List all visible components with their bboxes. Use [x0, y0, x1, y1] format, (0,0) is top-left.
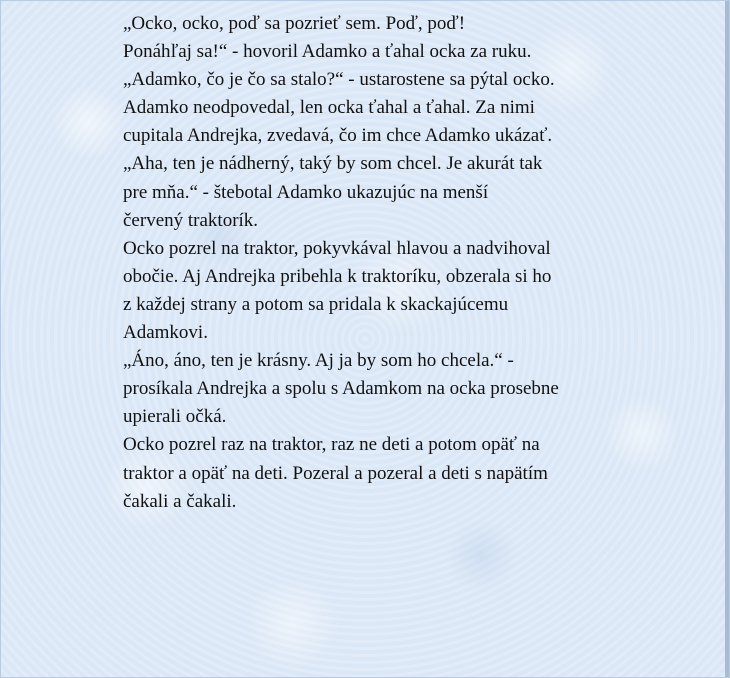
- story-line: Ponáhľaj sa!“ - hovoril Adamko a ťahal ocka za ruku.: [123, 41, 532, 63]
- story-line: „Ocko, ocko, poď sa pozrieť sem. Poď, poď!: [123, 13, 466, 34]
- story-line: červený traktorík.: [123, 209, 259, 231]
- story-line: čakali a čakali.: [123, 490, 237, 512]
- story-line: „Adamko, čo je čo sa stalo?“ - ustarostene sa pýtal ocko.: [123, 69, 555, 91]
- story-line: upierali očká.: [123, 406, 227, 428]
- story-line: Adamko neodpovedal, len ocka ťahal a ťahal. Za nimi: [123, 97, 535, 119]
- story-line: Ocko pozrel raz na traktor, raz ne deti a potom opäť na: [123, 434, 540, 456]
- story-line: obočie. Aj Andrejka pribehla k traktoríku, obzerala si ho: [123, 265, 552, 287]
- story-line: Adamkovi.: [123, 322, 208, 344]
- story-line: z každej strany a potom sa pridala k skackajúcemu: [123, 293, 509, 315]
- story-line: pre mňa.“ - štebotal Adamko ukazujúc na menší: [123, 181, 489, 203]
- story-text: [123, 10, 623, 516]
- story-line: „Áno, áno, ten je krásny. Aj ja by som ho chcela.“ -: [123, 350, 514, 372]
- story-line: traktor a opäť na deti. Pozeral a pozeral a deti s napätím: [123, 462, 548, 484]
- story-line: Ocko pozrel na traktor, pokyvkával hlavou a nadvihoval: [123, 237, 551, 259]
- story-line: cupitala Andrejka, zvedavá, čo im chce Adamko ukázať.: [123, 125, 553, 147]
- story-line: „Aha, ten je nádherný, taký by som chcel. Je akurát tak: [123, 153, 543, 175]
- story-line: prosíkala Andrejka a spolu s Adamkom na ocka prosebne: [123, 378, 559, 400]
